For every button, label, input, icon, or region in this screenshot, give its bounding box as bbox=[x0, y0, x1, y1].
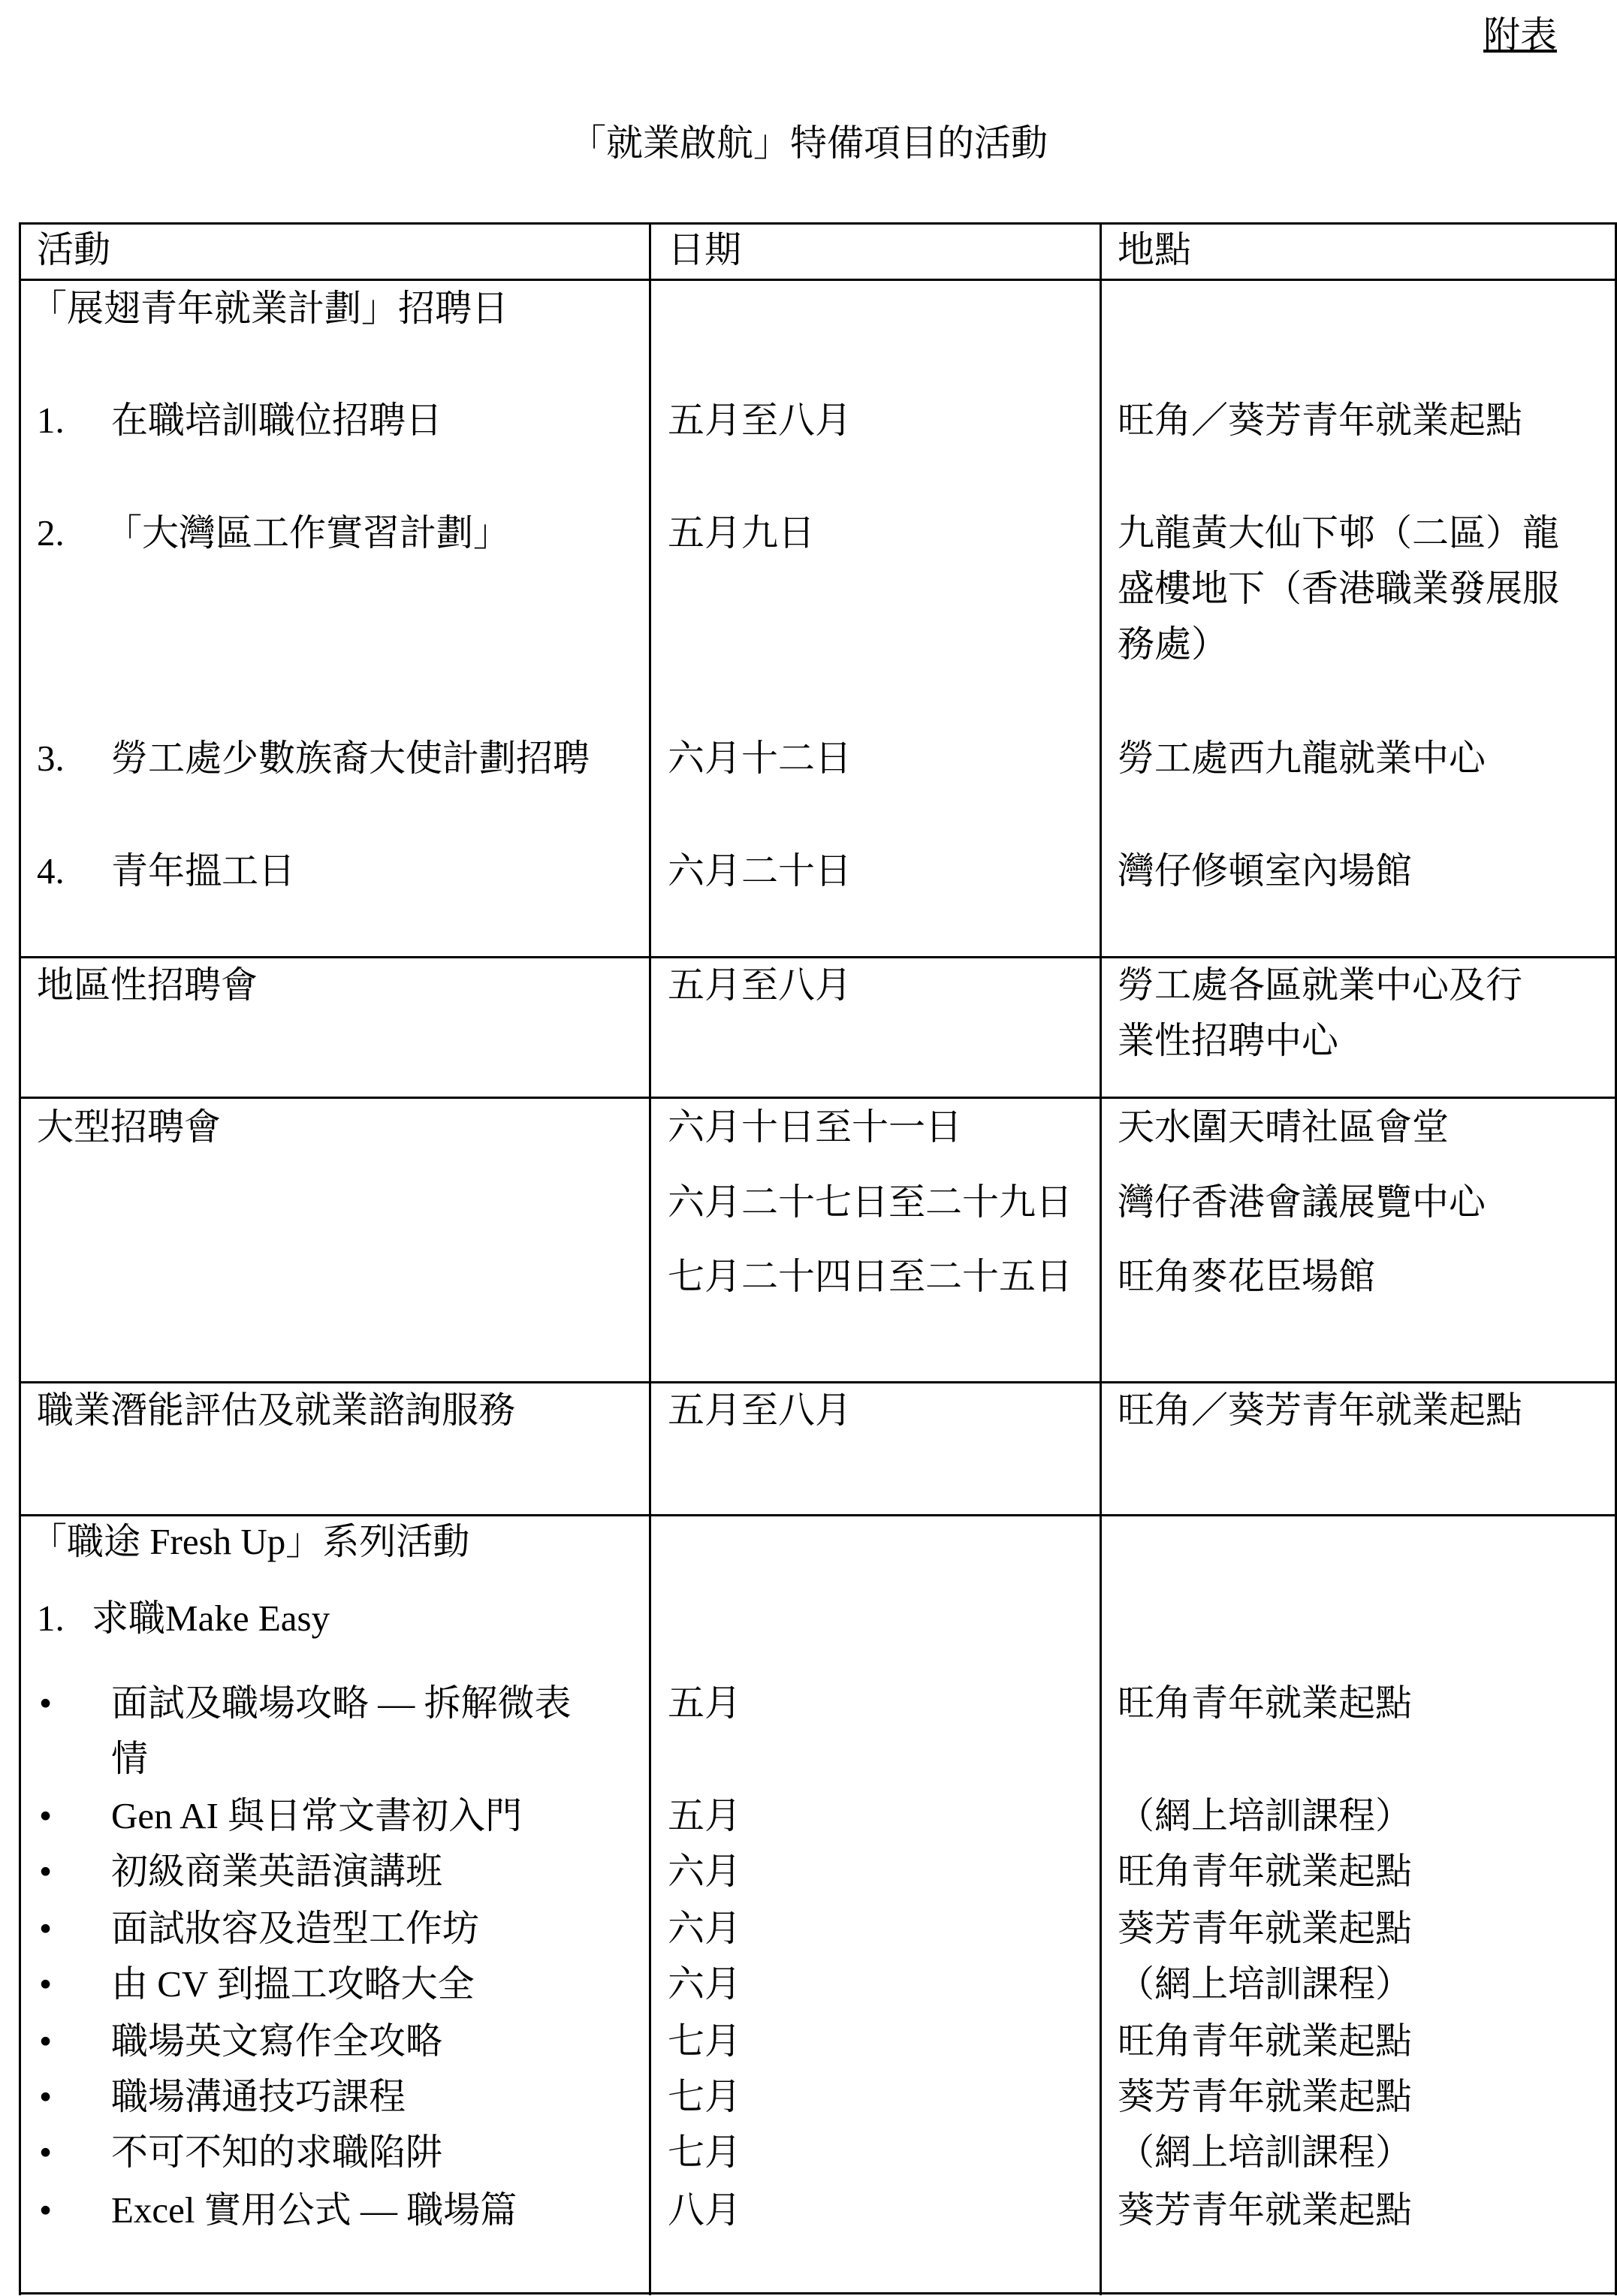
bullet-icon: • bbox=[39, 2132, 53, 2173]
list-item-activity: 職場溝通技巧課程 bbox=[111, 2076, 406, 2117]
item-date: 五月九日 bbox=[668, 512, 816, 554]
page-title: 「就業啟航」特備項目的活動 bbox=[569, 122, 1048, 164]
entry-date: 六月二十七日至二十九日 bbox=[668, 1181, 1073, 1223]
list-item-venue: 葵芳青年就業起點 bbox=[1118, 1908, 1413, 1949]
list-item-venue: 葵芳青年就業起點 bbox=[1118, 2189, 1413, 2231]
item-activity: 「大灣區工作實習計劃」 bbox=[105, 512, 511, 554]
section-date: 五月至八月 bbox=[668, 964, 852, 1006]
section-activity: 職業潛能評估及就業諮詢服務 bbox=[37, 1389, 516, 1431]
item-number: 1. bbox=[37, 400, 65, 441]
list-item-date: 八月 bbox=[668, 2189, 742, 2231]
subtitle: 求職Make Easy bbox=[92, 1598, 330, 1639]
column-divider bbox=[1100, 222, 1102, 2295]
item-activity: 青年搵工日 bbox=[111, 850, 296, 892]
list-item-date: 六月 bbox=[668, 1908, 742, 1949]
column-divider bbox=[649, 222, 651, 2295]
list-item-venue: （網上培訓課程） bbox=[1118, 1963, 1413, 2005]
section-activity: 地區性招聘會 bbox=[37, 964, 258, 1006]
list-item-venue: 旺角青年就業起點 bbox=[1118, 1682, 1413, 1724]
bullet-icon: • bbox=[39, 2020, 53, 2062]
column-header-venue: 地點 bbox=[1118, 229, 1192, 270]
list-item-date: 七月 bbox=[668, 2076, 742, 2117]
item-venue: 灣仔修頓室內場館 bbox=[1118, 850, 1413, 892]
section-venue: 勞工處各區就業中心及行業性招聘中心 bbox=[1118, 964, 1523, 1061]
list-item-activity: Excel 實用公式 — 職場篇 bbox=[111, 2189, 517, 2231]
bullet-icon: • bbox=[39, 1963, 53, 2005]
column-header-date: 日期 bbox=[668, 229, 742, 270]
list-item-date: 六月 bbox=[668, 1963, 742, 2005]
list-item-date: 六月 bbox=[668, 1851, 742, 1892]
list-item-date: 五月 bbox=[668, 1682, 742, 1724]
column-divider bbox=[19, 222, 21, 2295]
list-item-activity: 面試妝容及造型工作坊 bbox=[111, 1908, 480, 1949]
list-item-venue: 旺角青年就業起點 bbox=[1118, 1851, 1413, 1892]
entry-venue: 旺角麥花臣場館 bbox=[1118, 1256, 1376, 1297]
bullet-icon: • bbox=[39, 1908, 53, 1949]
list-item-date: 七月 bbox=[668, 2132, 742, 2173]
list-item-activity: 面試及職場攻略 — 拆解微表情 bbox=[111, 1682, 572, 1779]
section-title: 「職途 Fresh Up」系列活動 bbox=[30, 1521, 470, 1562]
column-header-activity: 活動 bbox=[37, 229, 111, 270]
item-number: 2. bbox=[37, 512, 65, 554]
bullet-icon: • bbox=[39, 2076, 53, 2117]
list-item-activity: 職場英文寫作全攻略 bbox=[111, 2020, 443, 2062]
annex-label: 附表 bbox=[1483, 14, 1558, 56]
bullet-icon: • bbox=[39, 1682, 53, 1724]
list-item-venue: （網上培訓課程） bbox=[1118, 1795, 1413, 1836]
list-item-venue: （網上培訓課程） bbox=[1118, 2132, 1413, 2173]
entry-date: 七月二十四日至二十五日 bbox=[668, 1256, 1073, 1297]
entry-date: 六月十日至十一日 bbox=[668, 1106, 963, 1148]
list-item-venue: 葵芳青年就業起點 bbox=[1118, 2076, 1413, 2117]
list-item-venue: 旺角青年就業起點 bbox=[1118, 2020, 1413, 2062]
item-activity: 勞工處少數族裔大使計劃招聘 bbox=[111, 738, 590, 779]
item-date: 六月二十日 bbox=[668, 850, 852, 892]
bullet-icon: • bbox=[39, 1851, 53, 1892]
list-item-activity: Gen AI 與日常文書初入門 bbox=[111, 1795, 523, 1836]
bullet-icon: • bbox=[39, 2189, 53, 2231]
row-divider bbox=[19, 1097, 1617, 1099]
entry-venue: 天水圍天晴社區會堂 bbox=[1118, 1106, 1450, 1148]
table-border-bottom bbox=[19, 2292, 1617, 2294]
section-activity: 大型招聘會 bbox=[37, 1106, 222, 1148]
item-number: 4. bbox=[37, 850, 65, 892]
item-activity: 在職培訓職位招聘日 bbox=[111, 400, 443, 441]
subtitle-number: 1. bbox=[37, 1598, 65, 1639]
bullet-icon: • bbox=[39, 1795, 53, 1836]
item-venue: 旺角／葵芳青年就業起點 bbox=[1118, 400, 1523, 441]
item-date: 六月十二日 bbox=[668, 738, 852, 779]
table-border-top bbox=[19, 222, 1617, 225]
list-item-date: 五月 bbox=[668, 1795, 742, 1836]
entry-venue: 灣仔香港會議展覽中心 bbox=[1118, 1181, 1486, 1223]
list-item-date: 七月 bbox=[668, 2020, 742, 2062]
item-venue: 九龍黃大仙下邨（二區）龍盛樓地下（香港職業發展服務處） bbox=[1118, 512, 1560, 665]
section-date: 五月至八月 bbox=[668, 1389, 852, 1431]
item-date: 五月至八月 bbox=[668, 400, 852, 441]
section-title: 「展翅青年就業計劃」招聘日 bbox=[30, 288, 509, 329]
section-venue: 旺角／葵芳青年就業起點 bbox=[1118, 1389, 1523, 1431]
item-number: 3. bbox=[37, 738, 65, 779]
list-item-activity: 由 CV 到搵工攻略大全 bbox=[111, 1963, 475, 2005]
list-item-activity: 初級商業英語演講班 bbox=[111, 1851, 443, 1892]
item-venue: 勞工處西九龍就業中心 bbox=[1118, 738, 1486, 779]
list-item-activity: 不可不知的求職陷阱 bbox=[111, 2132, 443, 2173]
